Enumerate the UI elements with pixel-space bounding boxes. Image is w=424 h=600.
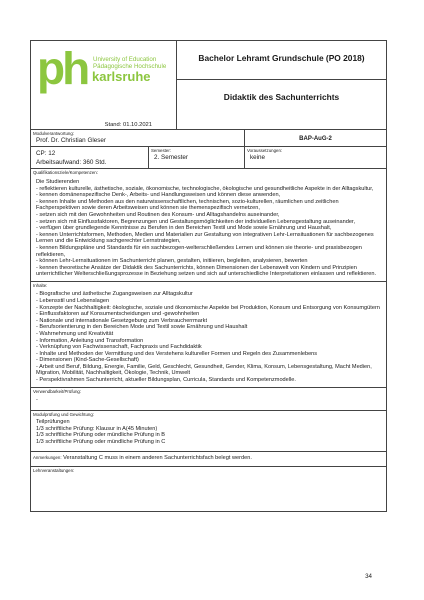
notes-value: Veranstaltung C muss in einem anderen Sachunterrichtsfach belegt werden. xyxy=(63,455,252,462)
content-item: - Einflussfaktoren auf Konsumentscheidungen und -gewohnheiten xyxy=(36,311,200,318)
competence-item: - reflektieren kulturelle, ästhetische, soziale, ökonomische, technologische, ökologische und gesundheitliche Aspekte in der Alltagskultur, xyxy=(36,185,374,192)
module-table xyxy=(30,40,387,512)
prereq-label: Voraussetzungen: xyxy=(247,147,283,153)
notes-cell xyxy=(31,452,387,467)
semester-value: 2. Semester xyxy=(154,154,188,162)
content-item: - Lebensstil und Lebenslagen xyxy=(36,297,110,304)
exam-item: 1/3 schriftliche Prüfung oder mündliche Prüfung in C xyxy=(36,438,166,445)
competence-item: Die Studierenden xyxy=(36,179,80,186)
competence-item: - setzen sich mit den Gewohnheiten und Routinen des Konsum- und Alltagshandelns auseinander, xyxy=(36,212,280,218)
semester-label: Semester: xyxy=(151,147,172,153)
cp-cell xyxy=(31,146,149,168)
exam-item: 1/3 schriftliche Prüfung: Klausur in A(45 Minuten) xyxy=(36,425,158,432)
competences-label: Qualifikationsziele/Kompetenzen: xyxy=(33,169,98,175)
exam-label: Modulprüfung und Gewichtung: xyxy=(33,411,95,417)
usability-value: - xyxy=(36,397,38,404)
prereq-value: keine xyxy=(250,154,266,162)
content-item: - Perspektivrahmen Sachunterricht, aktueller Bildungsplan, Curricula, Standards und Kompetenzmodelle. xyxy=(36,377,296,384)
content-item: - Wahrnehmung und Kreativität xyxy=(36,330,114,337)
competence-item: - setzen sich mit Einflussfaktoren, Begrenzungen und Gestaltungsmöglichkeiten der individuellen Lebensgestaltung auseinander, xyxy=(36,218,356,225)
program-title: Bachelor Lehramt Grundschule (PO 2018) xyxy=(177,41,387,80)
exam-item: Teilprüfungen xyxy=(36,419,70,426)
usability-label: Verwendbarkeit/Prüfung: xyxy=(33,388,82,394)
competences-cell xyxy=(31,168,387,281)
contents-label: Inhalte: xyxy=(33,282,48,288)
contents-list xyxy=(31,288,386,386)
stand-date: Stand: 01.10.2021 xyxy=(104,122,152,128)
cp-value: CP: 12 xyxy=(36,149,56,157)
competence-item: - kennen domänenspezifische Denk-, Arbeits- und Handlungsweisen und können diese anwenden, xyxy=(36,192,281,199)
competence-item: - können Lehr-Lernsituationen im Sachunterricht planen, gestalten, initiieren, begleiten, analysieren, bewerten xyxy=(36,258,308,265)
module-page xyxy=(30,40,386,512)
logo-cell xyxy=(31,41,177,130)
exam-cell xyxy=(31,410,387,452)
usability-cell xyxy=(31,387,387,410)
content-item: - Berufsorientierung in den Bereichen Mode und Textil sowie Ernährung und Haushalt xyxy=(36,324,248,331)
courses-cell xyxy=(31,467,387,512)
exam-list xyxy=(31,417,386,451)
competence-item: - kennen Unterrichtsformen, Methoden, Medien und Materialien zur Gestaltung von integrativen Lehr-Lernsituationen für sachbezogenes Lernen und die Entwicklung sachgerechter Lernstrategien, xyxy=(36,231,374,245)
contents-cell xyxy=(31,281,387,387)
logo-university-line2: Pädagogische Hochschule xyxy=(93,63,167,70)
competence-item: - kennen Inhalte und Methoden aus den naturwissenschaftlichen, technischen, sozio-kulturellen, räumlichen und zeitlichen Fachperspektiven sowie deren Arbeitsweisen und können sie themenspezifisch vernetzen, xyxy=(36,198,339,212)
module-title: Didaktik des Sachunterrichts xyxy=(177,80,387,130)
page-number: 34 xyxy=(365,573,372,580)
content-item: - Verknüpfung von Fachwissenschaft, Fachpraxis und Fachdidaktik xyxy=(36,344,202,351)
exam-item: 1/3 schriftliche Prüfung oder mündliche Prüfung in B xyxy=(36,432,166,439)
courses-label: Lehrveranstaltungen: xyxy=(33,468,75,474)
competence-item: - kennen Bildungspläne und Standards für ein sachbezogen-welterschließendes Lernen und können sie theorie- und praxisbezogen reflektieren, xyxy=(36,244,362,258)
competences-list xyxy=(31,175,386,281)
content-item: - Information, Anleitung und Transformation xyxy=(36,337,144,344)
responsible-value: Prof. Dr. Christian Gleser xyxy=(36,137,106,145)
responsible-cell xyxy=(31,130,245,147)
competence-item: - verfügen über grundlegende Kenntnisse zu Berufen in den Bereichen Textil und Mode sowie Ernährung und Haushalt, xyxy=(36,225,332,232)
competence-item: - kennen theoretische Ansätze der Didaktik des Sachunterrichts, können Dimensionen der Lebenswelt von Kindern und Prinzipien unterrichtlicher Welterschließungsprozesse in Beziehung setzen und sich auf unterschiedliche Interpretationen einlassen und reflektieren. xyxy=(36,264,377,278)
logo-city: karlsruhe xyxy=(92,69,151,84)
content-item: - Inhalte und Methoden der Vermittlung und des Verstehens kultureller Formen und Regeln des Zusammenlebens xyxy=(36,350,318,357)
university-logo xyxy=(37,51,167,95)
content-item: - Nationale und internationale Gesetzgebung zum Verbraucherrmarkt xyxy=(36,317,208,324)
content-item: - Konzepte der Nachhaltigkeit: ökologische, soziale und ökonomische Aspekte bei Produktion, Konsum und Entsorgung von Konsumgütern xyxy=(36,304,380,311)
module-code: BAP-AuG-2 xyxy=(245,130,387,147)
content-item: - Biografische und ästhetische Zugangsweisen zur Alltagskultur xyxy=(36,291,193,298)
logo-letters: ph xyxy=(37,51,88,94)
responsible-label: Modulverantwortung: xyxy=(33,131,75,136)
content-item: - Arbeit und Beruf, Bildung, Energie, Familie, Geld, Geschlecht, Gesundheit, Gender, Klima, Konsum, Lebensgestaltung, Macht Medien, Migration, Mobilität, Nachhaltigkeit, Ökologie, Technik, Umwelt xyxy=(36,363,372,377)
semester-cell xyxy=(149,146,245,168)
content-item: - Dimensionen (Kind-Sache-Gesellschaft) xyxy=(36,357,139,364)
logo-university-line1: University of Education xyxy=(93,56,157,63)
workload-value: Arbeitsaufwand: 360 Std. xyxy=(36,159,107,167)
prereq-cell xyxy=(245,146,387,168)
notes-label: Anmerkungen: xyxy=(33,455,62,461)
